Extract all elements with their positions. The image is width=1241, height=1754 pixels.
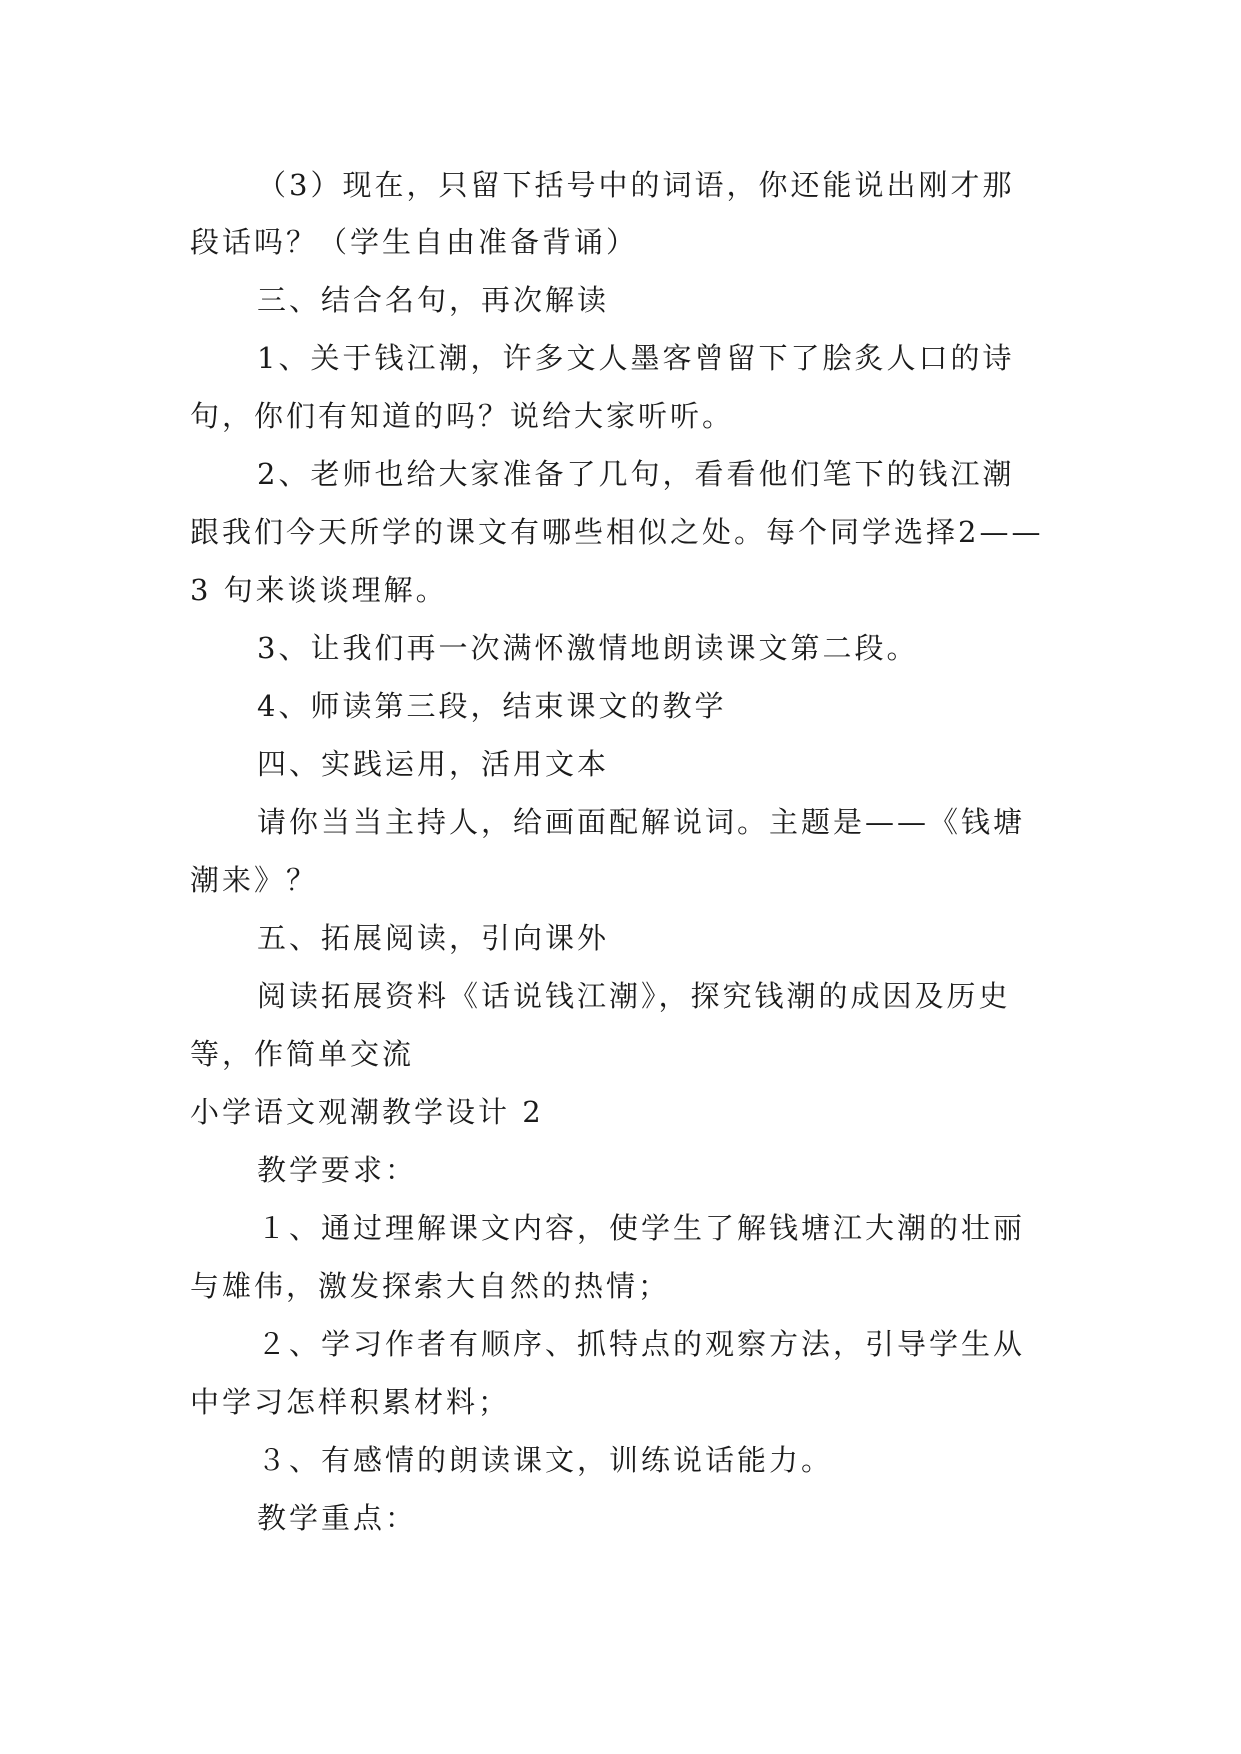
- requirement-item: 与雄伟，激发探索大自然的热情；: [190, 1269, 671, 1303]
- paragraph-line: 1、关于钱江潮，许多文人墨客曾留下了脍炙人口的诗: [257, 341, 1015, 375]
- paragraph-line: 4、师读第三段，结束课文的教学: [257, 689, 727, 723]
- requirement-item: ２、学习作者有顺序、抓特点的观察方法，引导学生从: [257, 1327, 1026, 1361]
- section-heading-5: 五、拓展阅读，引向课外: [257, 921, 610, 955]
- document-title: 小学语文观潮教学设计 2: [190, 1095, 544, 1129]
- paragraph-line: 潮来》？: [190, 863, 319, 897]
- paragraph-line: 2、老师也给大家准备了几句，看看他们笔下的钱江潮: [257, 457, 1015, 491]
- paragraph-line: 3 句来谈谈理解。: [190, 573, 448, 607]
- paragraph-line: 阅读拓展资料《话说钱江潮》，探究钱潮的成因及历史: [257, 979, 1011, 1013]
- paragraph-line: 请你当当主持人，给画面配解说词。主题是——《钱塘: [257, 805, 1026, 839]
- paragraph-line: 等，作简单交流: [190, 1037, 415, 1071]
- paragraph-line: 段话吗？（学生自由准备背诵）: [190, 225, 639, 259]
- key-points-heading: 教学重点：: [257, 1501, 418, 1535]
- requirements-heading: 教学要求：: [257, 1153, 418, 1187]
- paragraph-line: （3）现在，只留下括号中的词语，你还能说出刚才那: [257, 168, 1015, 202]
- requirement-item: 中学习怎样积累材料；: [190, 1385, 511, 1419]
- paragraph-line: 3、让我们再一次满怀激情地朗读课文第二段。: [257, 631, 919, 665]
- paragraph-line: 跟我们今天所学的课文有哪些相似之处。每个同学选择2——: [190, 515, 1044, 549]
- requirement-item: ３、有感情的朗读课文，训练说话能力。: [257, 1443, 834, 1477]
- section-heading-4: 四、实践运用，活用文本: [257, 747, 610, 781]
- paragraph-line: 句，你们有知道的吗？说给大家听听。: [190, 399, 735, 433]
- requirement-item: １、通过理解课文内容，使学生了解钱塘江大潮的壮丽: [257, 1211, 1026, 1245]
- section-heading-3: 三、结合名句，再次解读: [257, 283, 610, 317]
